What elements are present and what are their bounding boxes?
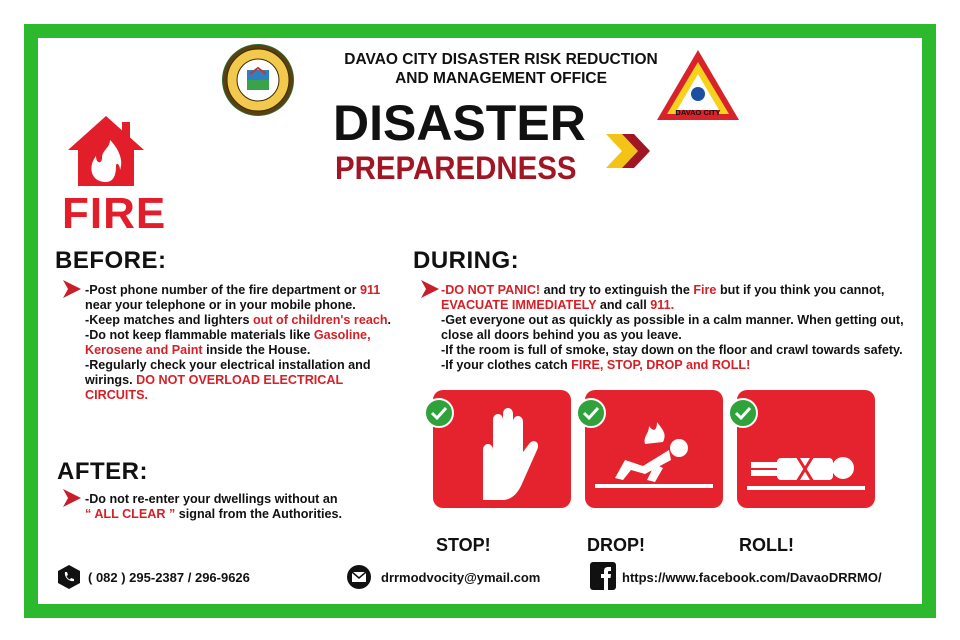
poster-subtitle: PREPAREDNESS [335,150,577,186]
during-line-2: EVACUATE IMMEDIATELY and call 911. [441,298,675,312]
drop-label: DROP! [587,535,645,555]
drop-card [585,390,723,508]
before-item: CIRCUITS. [85,388,148,402]
before-item: wirings. DO NOT OVERLOAD ELECTRICAL [85,373,344,387]
phone-icon [56,564,82,590]
poster-title: DISASTER [333,95,586,151]
before-item: -Do not keep flammable materials like Gasoline, [85,328,371,342]
during-line-4: close all doors behind you as you leave. [441,328,682,342]
during-line-1: -DO NOT PANIC! and try to extinguish the Fire but if you think you cannot, [441,283,885,297]
before-list [85,283,395,403]
chevron-arrows-icon [604,126,654,176]
stop-card [433,390,571,508]
during-line-6: -If your clothes catch FIRE, STOP, DROP and ROLL! [441,358,751,372]
topic-heading: FIRE [62,189,167,238]
before-item: -Regularly check your electrical installation and [85,358,371,372]
roll-card [737,390,875,508]
hand-stop-icon [483,408,538,500]
stop-label: STOP! [436,535,491,555]
facebook-icon [590,562,616,588]
during-line-3: -Get everyone out as quickly as possible in a calm manner. When getting out, [441,313,904,327]
during-line-5: -If the room is full of smoke, stay down on the floor and crawl towards safety. [441,343,903,357]
after-heading: AFTER: [57,458,148,485]
org-line-2: AND MANAGEMENT OFFICE [395,70,607,87]
all-clear-text: “ ALL CLEAR ” [85,507,176,521]
arrow-bullet-icon [421,280,439,303]
before-item: near your telephone or in your mobile phone. [85,298,356,312]
city-seal-logo [222,44,294,116]
before-item: -Post phone number of the fire department or 911 [85,283,381,297]
check-icon [728,398,758,428]
org-line-1: DAVAO CITY DISASTER RISK REDUCTION [344,51,658,68]
drrmo-logo [655,48,741,122]
before-item: -Keep matches and lighters out of children's reach. [85,313,392,327]
email-icon [346,564,372,590]
before-item: Kerosene and Paint inside the House. [85,343,311,357]
roll-label: ROLL! [739,535,794,555]
facebook-url: https://www.facebook.com/DavaoDRRMO/ [622,570,882,585]
during-list [441,283,911,373]
house-fire-icon [66,112,146,192]
arrow-bullet-icon [63,489,81,512]
phone-number: ( 082 ) 295-2387 / 296-9626 [88,570,250,585]
before-heading: BEFORE: [55,247,167,274]
check-icon [576,398,606,428]
drrmo-logo-text: DAVAO CITY [675,108,721,117]
after-text [85,492,405,522]
check-icon [424,398,454,428]
during-heading: DURING: [413,247,520,274]
email-address: drrmodvocity@ymail.com [381,570,541,585]
organization-name [286,50,716,88]
after-line-2: “ ALL CLEAR ” signal from the Authorities. [85,507,343,521]
after-line-1: -Do not re-enter your dwellings without an [85,492,338,506]
arrow-bullet-icon [63,280,81,303]
